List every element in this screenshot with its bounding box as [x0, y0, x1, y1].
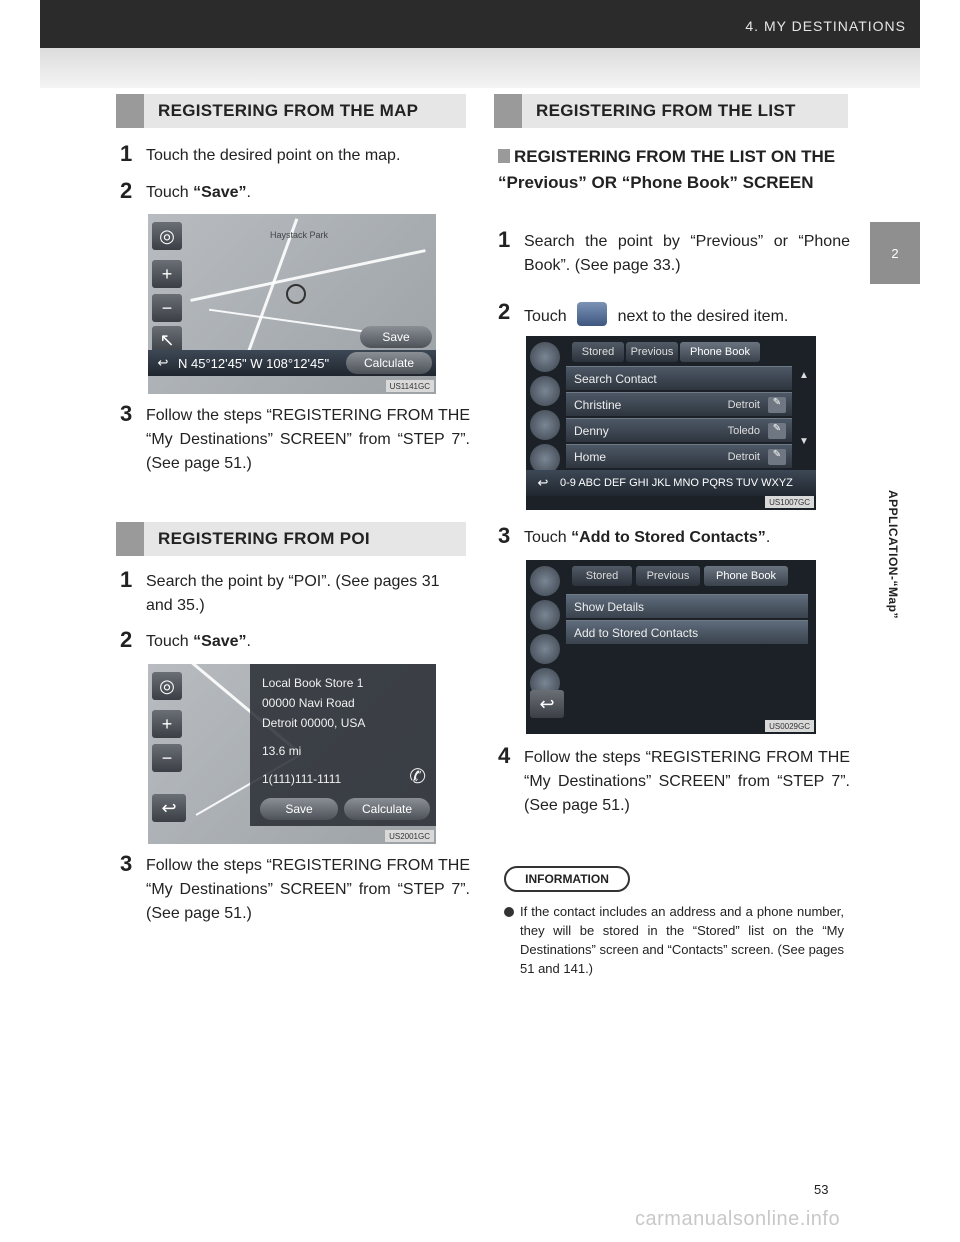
coordinates: N 45°12'45" W 108°12'45"	[178, 355, 330, 371]
save-button[interactable]: Save	[360, 326, 432, 348]
edit-pen-icon[interactable]: ✎	[768, 423, 786, 439]
zoom-in-icon[interactable]: +	[152, 260, 182, 288]
edit-pen-icon[interactable]: ✎	[768, 397, 786, 413]
alpha-index[interactable]: 0-9 ABC DEF GHI JKL MNO PQRS TUV WXYZ	[560, 477, 793, 489]
chapter-title: 4. MY DESTINATIONS	[745, 18, 906, 34]
back-icon[interactable]: ↩	[152, 794, 186, 822]
zoom-out-icon[interactable]: −	[152, 744, 182, 772]
section-heading-list: REGISTERING FROM THE LIST	[494, 94, 848, 128]
phone-icon[interactable]: ✆	[409, 766, 426, 788]
tab-stored[interactable]: Stored	[572, 342, 624, 362]
add-to-stored-contacts-option[interactable]: Add to Stored Contacts	[566, 620, 808, 644]
figure-code: US1141GC	[386, 380, 434, 392]
menu-icon[interactable]	[530, 342, 560, 372]
zoom-out-icon[interactable]: −	[152, 294, 182, 322]
destination-icon[interactable]	[530, 376, 560, 406]
map-step-1: 1 Touch the desired point on the map.	[120, 141, 401, 166]
tab-phone-book[interactable]: Phone Book	[680, 342, 760, 362]
calculate-button[interactable]: Calculate	[346, 352, 432, 374]
side-tab-label: APPLICATION-“Map”	[886, 490, 900, 619]
map-screenshot: Haystack Park ◎ + − ↖ Save ↩ N 45°12'45" W 108°12'45" Calculate US1141GC	[148, 214, 436, 394]
map-option-icon[interactable]: ↖	[152, 326, 182, 354]
list-item[interactable]: Denny Toledo ✎	[566, 418, 792, 442]
back-icon[interactable]: ↩	[530, 690, 564, 718]
figure-code: US2001GC	[385, 830, 434, 842]
poi-step-2: 2 Touch “Save”.	[120, 627, 251, 652]
information-bullet: If the contact includes an address and a phone number, they will be stored in the “Stored” list on the “My Destinations” screen and “Contacts” screen. (See pages 51 and 141.)	[504, 902, 844, 978]
section-heading-poi: REGISTERING FROM POI	[116, 522, 466, 556]
tab-previous[interactable]: Previous	[626, 342, 678, 362]
edit-pen-icon[interactable]: ✎	[768, 449, 786, 465]
watermark: carmanualsonline.info	[635, 1208, 841, 1230]
side-tab-number: 2	[870, 222, 920, 284]
list-step-3: 3 Touch “Add to Stored Contacts”.	[498, 523, 771, 548]
page-number: 53	[814, 1182, 829, 1197]
tab-previous[interactable]: Previous	[636, 566, 700, 586]
list-step-1: 1 Search the point by “Previous” or “Phone Book”. (See page 33.)	[498, 227, 850, 274]
poi-step-1: 1 Search the point by “POI”. (See pages 31 and 35.)	[120, 567, 440, 614]
list-step-2: 2 Touch next to the desired item.	[498, 299, 789, 325]
show-details-option[interactable]: Show Details	[566, 594, 808, 618]
compass-icon[interactable]: ◎	[152, 672, 182, 700]
options-screenshot	[526, 560, 816, 734]
cursor-icon	[286, 284, 306, 304]
save-button[interactable]: Save	[260, 798, 338, 820]
list-item[interactable]: Home Detroit ✎	[566, 444, 792, 468]
poi-info-panel: Local Book Store 1 00000 Navi Road Detroit 00000, USA 13.6 mi 1(111)111-1111 ✆	[250, 664, 436, 826]
information-label: INFORMATION	[504, 866, 630, 892]
tab-phone-book[interactable]: Phone Book	[704, 566, 788, 586]
map-step-2: 2 Touch “Save”.	[120, 178, 251, 203]
list-screenshot	[526, 336, 816, 510]
figure-code: US1007GC	[765, 496, 814, 508]
compass-icon[interactable]: ◎	[152, 222, 182, 250]
list-step-4: 4 Follow the steps “REGISTERING FROM THE “My Destinations” SCREEN” from “STEP 7”. (See page 51.)	[498, 743, 850, 814]
section-heading-map: REGISTERING FROM THE MAP	[116, 94, 466, 128]
subsection-heading: REGISTERING FROM THE LIST ON THE “Previous” OR “Phone Book” SCREEN	[498, 147, 836, 192]
tab-stored[interactable]: Stored	[572, 566, 632, 586]
route-icon[interactable]	[530, 410, 560, 440]
scrollbar[interactable]: ▲ ▼	[799, 370, 809, 447]
map-step-3: 3 Follow the steps “REGISTERING FROM THE “My Destinations” SCREEN” from “STEP 7”. (See page 51.)	[120, 401, 470, 472]
back-icon[interactable]: ↩	[157, 355, 169, 370]
menu-icon[interactable]	[530, 566, 560, 596]
header-band	[40, 48, 920, 88]
zoom-in-icon[interactable]: +	[152, 710, 182, 738]
back-icon[interactable]: ↩	[537, 475, 549, 490]
figure-code: US0029GC	[765, 720, 814, 732]
route-icon[interactable]	[530, 634, 560, 664]
alpha-bar	[526, 470, 816, 496]
search-contact-row[interactable]: Search Contact	[566, 366, 792, 390]
destination-icon[interactable]	[530, 600, 560, 630]
edit-pen-icon	[577, 302, 607, 326]
poi-step-3: 3 Follow the steps “REGISTERING FROM THE “My Destinations” SCREEN” from “STEP 7”. (See page 51.)	[120, 851, 470, 922]
calculate-button[interactable]: Calculate	[344, 798, 430, 820]
list-item[interactable]: Christine Detroit ✎	[566, 392, 792, 416]
top-bar	[40, 0, 920, 48]
poi-screenshot	[148, 664, 436, 844]
